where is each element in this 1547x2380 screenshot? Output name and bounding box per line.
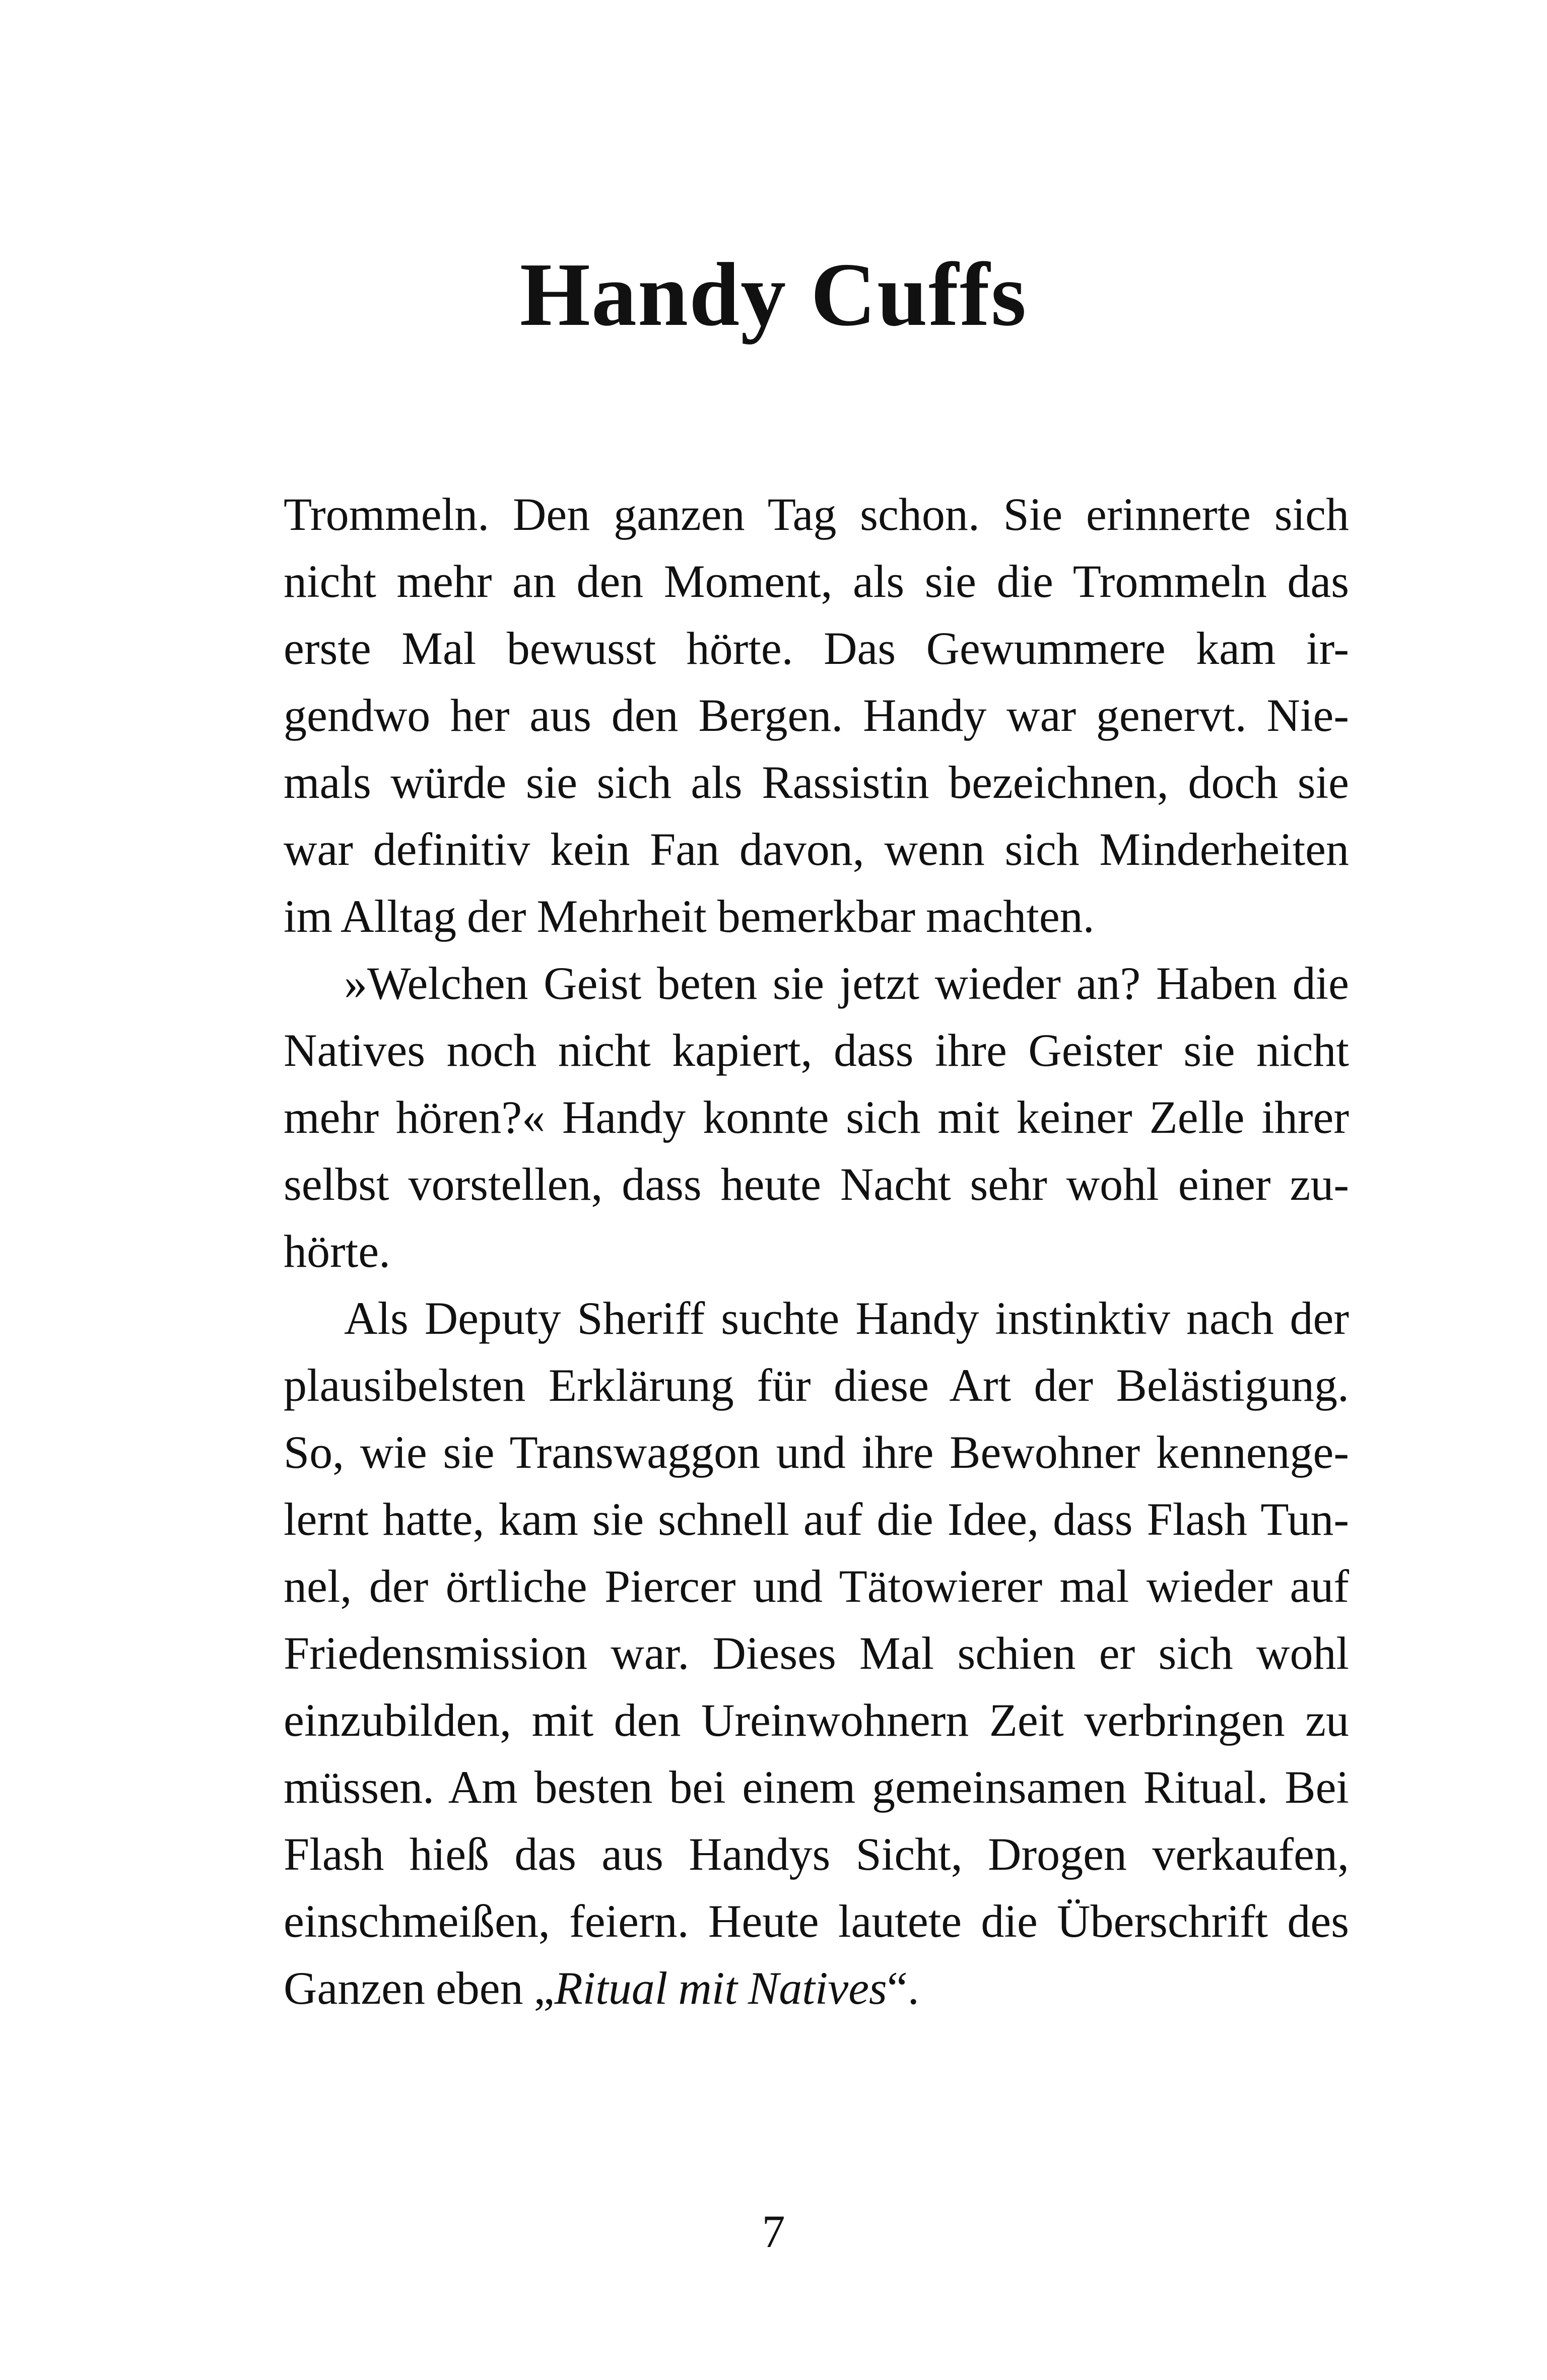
text-line: erste Mal bewusst hörte. Das Gewummere kam ir- [284, 623, 1349, 674]
text-line: war definitiv kein Fan davon, wenn sich Minderheiten [284, 824, 1349, 875]
line-text-after-italic: “. [887, 1962, 919, 2014]
text-line: Als Deputy Sheriff suchte Handy instinktiv nach der [344, 1293, 1349, 1344]
text-line: hörte. [284, 1226, 391, 1277]
text-line: Natives noch nicht kapiert, dass ihre Geister sie nicht [284, 1025, 1349, 1076]
text-line: »Welchen Geist beten sie jetzt wieder an? Haben die [344, 958, 1349, 1009]
text-line: Flash hieß das aus Handys Sicht, Drogen verkaufen, [284, 1828, 1349, 1880]
paragraph-1 [284, 481, 1349, 950]
body-text [284, 481, 1349, 2022]
text-line: nicht mehr an den Moment, als sie die Trommeln das [284, 556, 1349, 607]
page-number: 7 [762, 2206, 785, 2257]
text-line: im Alltag der Mehrheit bemerkbar machten. [284, 891, 1095, 942]
text-line: So, wie sie Transwaggon und ihre Bewohner kennenge- [284, 1426, 1349, 1478]
text-line: mehr hören?« Handy konnte sich mit keiner Zelle ihrer [284, 1092, 1349, 1143]
text-line: selbst vorstellen, dass heute Nacht sehr wohl einer zu- [284, 1159, 1349, 1210]
text-line: einschmeißen, feiern. Heute lautete die Überschrift des [284, 1895, 1349, 1947]
text-line: mals würde sie sich als Rassistin bezeichnen, doch sie [284, 757, 1349, 808]
chapter-title: Handy Cuffs [519, 244, 1028, 345]
text-line: müssen. Am besten bei einem gemeinsamen Ritual. Bei [284, 1761, 1349, 1813]
italic-phrase: Ritual mit Natives [554, 1962, 887, 2014]
text-line: lernt hatte, kam sie schnell auf die Idee, dass Flash Tun- [284, 1493, 1349, 1545]
line-text-before-italic: Ganzen eben „ [284, 1962, 555, 2014]
text-line: Trommeln. Den ganzen Tag schon. Sie erinnerte sich [284, 489, 1349, 540]
paragraph-2 [284, 950, 1349, 1285]
text-line: nel, der örtliche Piercer und Tätowierer mal wieder auf [284, 1560, 1349, 1612]
text-line: plausibelsten Erklärung für diese Art der Belästigung. [284, 1359, 1349, 1411]
text-line: einzubilden, mit den Ureinwohnern Zeit verbringen zu [284, 1694, 1349, 1746]
paragraph-3 [284, 1285, 1349, 2022]
final-text-line [284, 1955, 1349, 2022]
text-line: gendwo her aus den Bergen. Handy war genervt. Nie- [284, 690, 1349, 741]
text-line: Friedensmission war. Dieses Mal schien er sich wohl [284, 1627, 1349, 1679]
